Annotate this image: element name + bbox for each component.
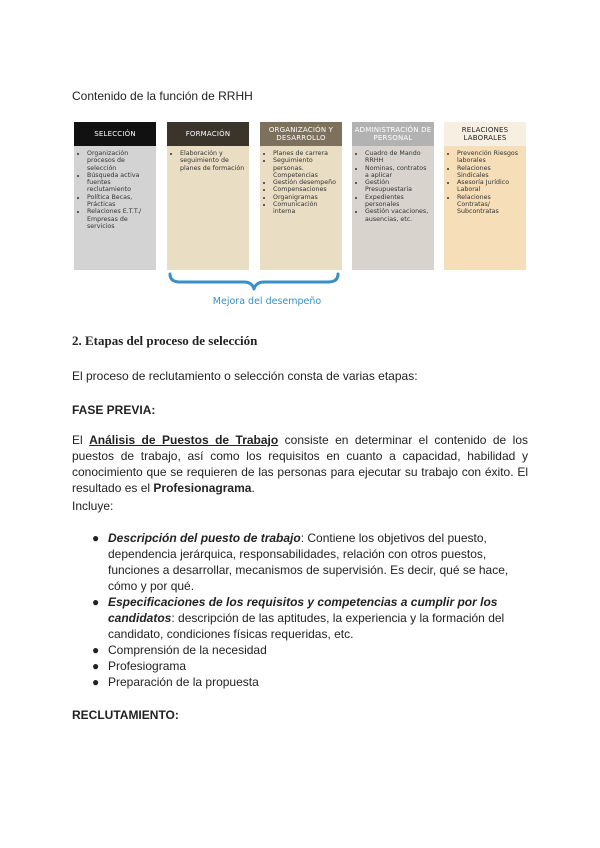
column-item: • Cuadro de Mando RRHH [365,150,430,165]
list-item [92,530,528,594]
column-item: • Expedientes personales [365,194,430,209]
column-item: • Gestión vacaciones, ausencias, etc. [365,208,430,223]
column-relaciones [444,122,526,270]
column-title: ORGANIZACIÓN Y DESARROLLO [260,122,342,146]
column-item: • Organigramas [273,194,338,201]
column-title: FORMACIÓN [167,122,249,146]
column-body [444,146,526,270]
column-item: • Comunicación interna [273,201,338,216]
column-item: • Relaciones Sindicales [457,165,522,180]
key-term: Análisis de Puestos de Trabajo [89,433,279,447]
column-body [167,146,249,270]
bullet-term: Especificaciones de los requisitos y competencias a cumplir por los candidatos [108,595,498,625]
column-seleccion [74,122,156,270]
text-run: consiste en determinar el contenido de los puestos de trabajo, así como los requisitos en cuanto a capacidad, habilidad y conocimiento que se requieren de las personas para ejecutar su trabajo con éxito. El resultado es el [72,433,529,495]
bullet-term: Descripción del puesto de trabajo [108,531,301,545]
column-item: • Nominas, contratos a aplicar [365,165,430,180]
column-formacion [167,122,249,270]
column-item: • Búsqueda activa fuentes reclutamiento [87,172,152,194]
list-item [92,658,528,674]
bullet-list [92,530,528,690]
list-item [92,642,528,658]
incluye-label: Incluye: [72,499,114,513]
column-item: • Gestión desempeño [273,179,338,186]
bullet-text: Comprensión de la necesidad [108,643,267,657]
column-body [352,146,434,270]
column-title: RELACIONES LABORALES [444,122,526,146]
bullet-icon: ● [92,643,100,657]
section-intro: El proceso de reclutamiento o selección consta de varias etapas: [72,369,418,383]
text-run: . [251,481,255,495]
intro-title: Contenido de la función de RRHH [72,89,253,103]
fase-previa-heading: FASE PREVIA: [72,403,156,417]
column-item: • Política Becas, Prácticas [87,194,152,209]
bullet-icon: ● [92,595,100,609]
bullet-icon: ● [92,531,100,545]
bullet-text: Profesiograma [108,659,187,673]
rrhh-diagram [74,122,526,314]
column-body [74,146,156,270]
column-item: • Organización procesos de selección [87,150,152,172]
analisis-paragraph [72,432,528,496]
column-item: • Seguimiento personas. Competencias [273,157,338,179]
column-item: • Relaciones E.T.T./ Empresas de servicios [87,208,152,230]
bullet-text: : Contiene los objetivos del puesto, dependencia jerárquica, responsabilidades, relación con otros puestos, funciones a desarrollar, mecanismos de supervisión. Es decir, qué se hace, cómo y por qué. [108,531,509,593]
column-item: • Gestión Presupuestaria [365,179,430,194]
text-run: El [72,433,90,447]
bullet-text: Preparación de la propuesta [108,675,259,689]
bullet-text: : descripción de las aptitudes, la experiencia y la formación del candidato, condiciones físicas requeridas, etc. [108,611,505,641]
column-title: SELECCIÓN [74,122,156,146]
list-item [92,594,528,642]
brace-label: Mejora del desempeño [212,296,322,307]
column-body [260,146,342,270]
bullet-icon: ● [92,659,100,673]
reclutamiento-heading: RECLUTAMIENTO: [72,708,179,722]
list-item [92,674,528,690]
brace-icon [168,272,340,292]
column-item: • Compensaciones [273,186,338,193]
column-item: • Planes de carrera [273,150,338,157]
column-item: • Asesoría Jurídico Laboral [457,179,522,194]
section-title: 2. Etapas del proceso de selección [72,333,258,348]
result-term: Profesionagrama [153,481,252,495]
column-administracion [352,122,434,270]
column-item: • Elaboración y seguimiento de planes de formación [180,150,245,172]
column-title: ADMINISTRACIÓN DE PERSONAL [352,122,434,146]
column-item: • Relaciones Contratas/ Subcontratas [457,194,522,216]
column-organizacion [260,122,342,270]
column-item: • Prevención Riesgos laborales [457,150,522,165]
bullet-icon: ● [92,675,100,689]
